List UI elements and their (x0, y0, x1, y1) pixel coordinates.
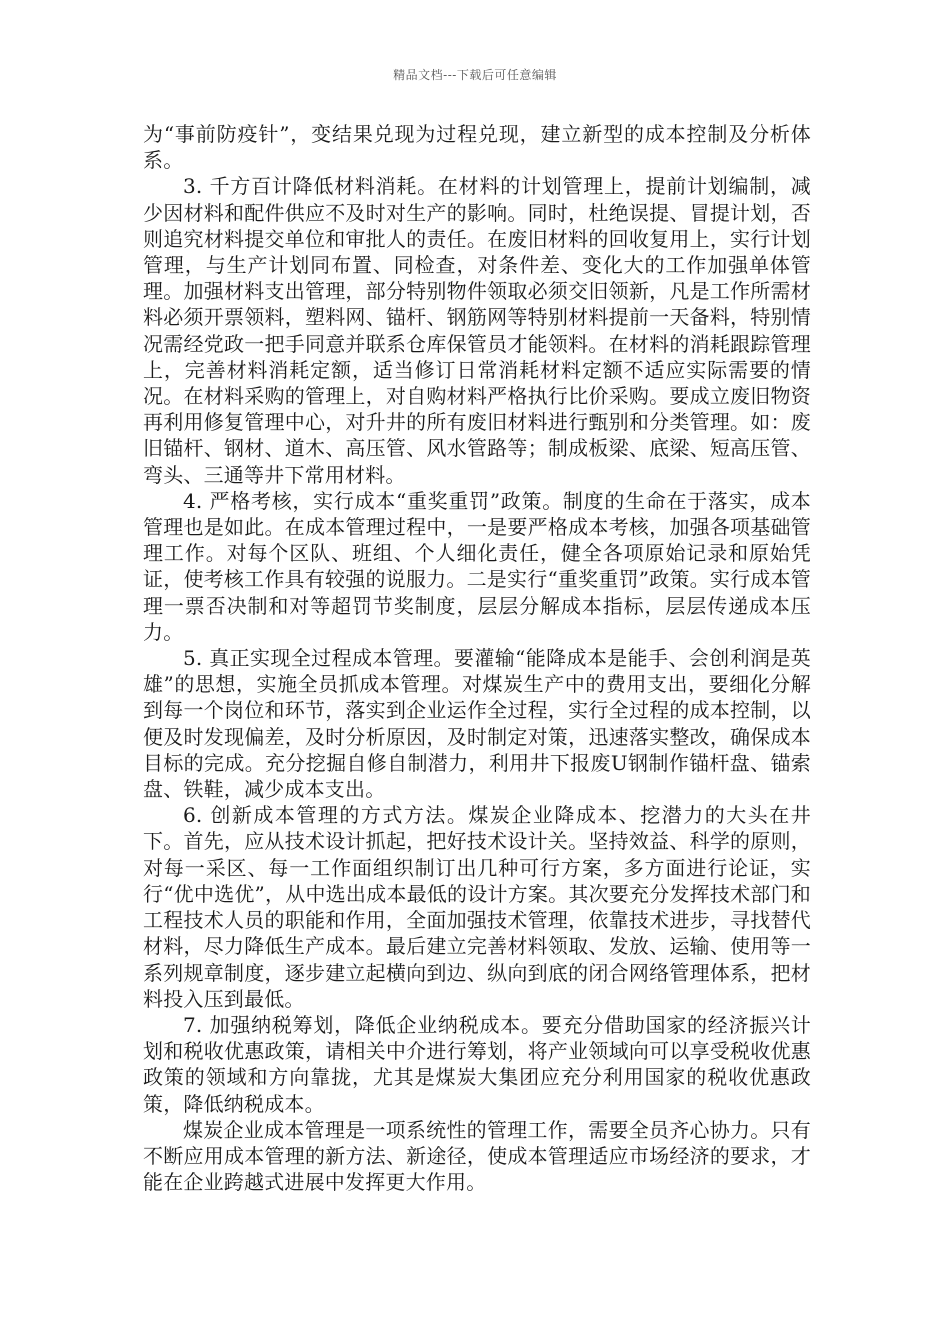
document-body (143, 121, 811, 1195)
paragraph-item-5: 5. 真正实现全过程成本管理。要灌输“能降成本是能手、会创利润是英雄”的思想，实施全员抓成本管理。对煤炭生产中的费用支出，要细化分解到每一个岗位和环节，落实到企业运作全过程，实行全过程的成本控制，以便及时发现偏差，及时分析原因，及时制定对策，迅速落实整改，确保成本目标的完成。充分挖掘自修自制潜力，利用井下报废U钢制作锚杆盘、锚索盘、铁鞋，减少成本支出。 (143, 646, 811, 802)
paragraph-item-6: 6. 创新成本管理的方式方法。煤炭企业降成本、挖潜力的大头在井下。首先，应从技术设计抓起，把好技术设计关。坚持效益、科学的原则，对每一采区、每一工作面组织制订出几种可行方案，多方面进行论证，实行“优中选优”，从中选出成本最低的设计方案。其次要充分发挥技术部门和工程技术人员的职能和作用，全面加强技术管理，依靠技术进步，寻找替代材料，尽力降低生产成本。最后建立完善材料领取、发放、运输、使用等一系列规章制度，逐步建立起横向到边、纵向到底的闭合网络管理体系，把材料投入压到最低。 (143, 803, 811, 1011)
paragraph-conclusion: 煤炭企业成本管理是一项系统性的管理工作，需要全员齐心协力。只有不断应用成本管理的新方法、新途径，使成本管理适应市场经济的要求，才能在企业跨越式进展中发挥更大作用。 (143, 1117, 811, 1195)
paragraph-continuation: 为“事前防疫针”，变结果兑现为过程兑现，建立新型的成本控制及分析体系。 (143, 122, 811, 173)
page-header: 精品文档---下载后可任意编辑 (393, 68, 557, 82)
paragraph-item-4: 4. 严格考核，实行成本“重奖重罚”政策。制度的生命在于落实，成本管理也是如此。在成本管理过程中，一是要严格成本考核，加强各项基础管理工作。对每个区队、班组、个人细化责任，健全各项原始记录和原始凭证，使考核工作具有较强的说服力。二是实行“重奖重罚”政策。实行成本管理一票否决制和对等超罚节奖制度，层层分解成本指标，层层传递成本压力。 (143, 488, 811, 644)
paragraph-item-7: 7. 加强纳税筹划，降低企业纳税成本。要充分借助国家的经济振兴计划和税收优惠政策，请相关中介进行筹划，将产业领域向可以享受税收优惠政策的领域和方向靠拢，尤其是煤炭大集团应充分利用国家的税收优惠政策，降低纳税成本。 (143, 1012, 811, 1116)
paragraph-item-3: 3. 千方百计降低材料消耗。在材料的计划管理上，提前计划编制，减少因材料和配件供应不及时对生产的影响。同时，杜绝误提、冒提计划，否则追究材料提交单位和审批人的责任。在废旧材料的回收复用上，实行计划管理，与生产计划同布置、同检查，对条件差、变化大的工作加强单体管理。加强材料支出管理，部分特别物件领取必须交旧领新，凡是工作所需材料必须开票领料，塑料网、锚杆、钢筋网等特别材料提前一天备料，特别情况需经党政一把手同意并联系仓库保管员才能领料。在材料的消耗跟踪管理上，完善材料消耗定额，适当修订日常消耗材料定额不适应实际需要的情况。在材料采购的管理上，对自购材料严格执行比价采购。要成立废旧物资再利用修复管理中心，对升井的所有废旧材料进行甄别和分类管理。如：废旧锚杆、钢材、道木、高压管、风水管路等；制成板梁、底梁、短高压管、弯头、三通等井下常用材料。 (143, 174, 811, 487)
